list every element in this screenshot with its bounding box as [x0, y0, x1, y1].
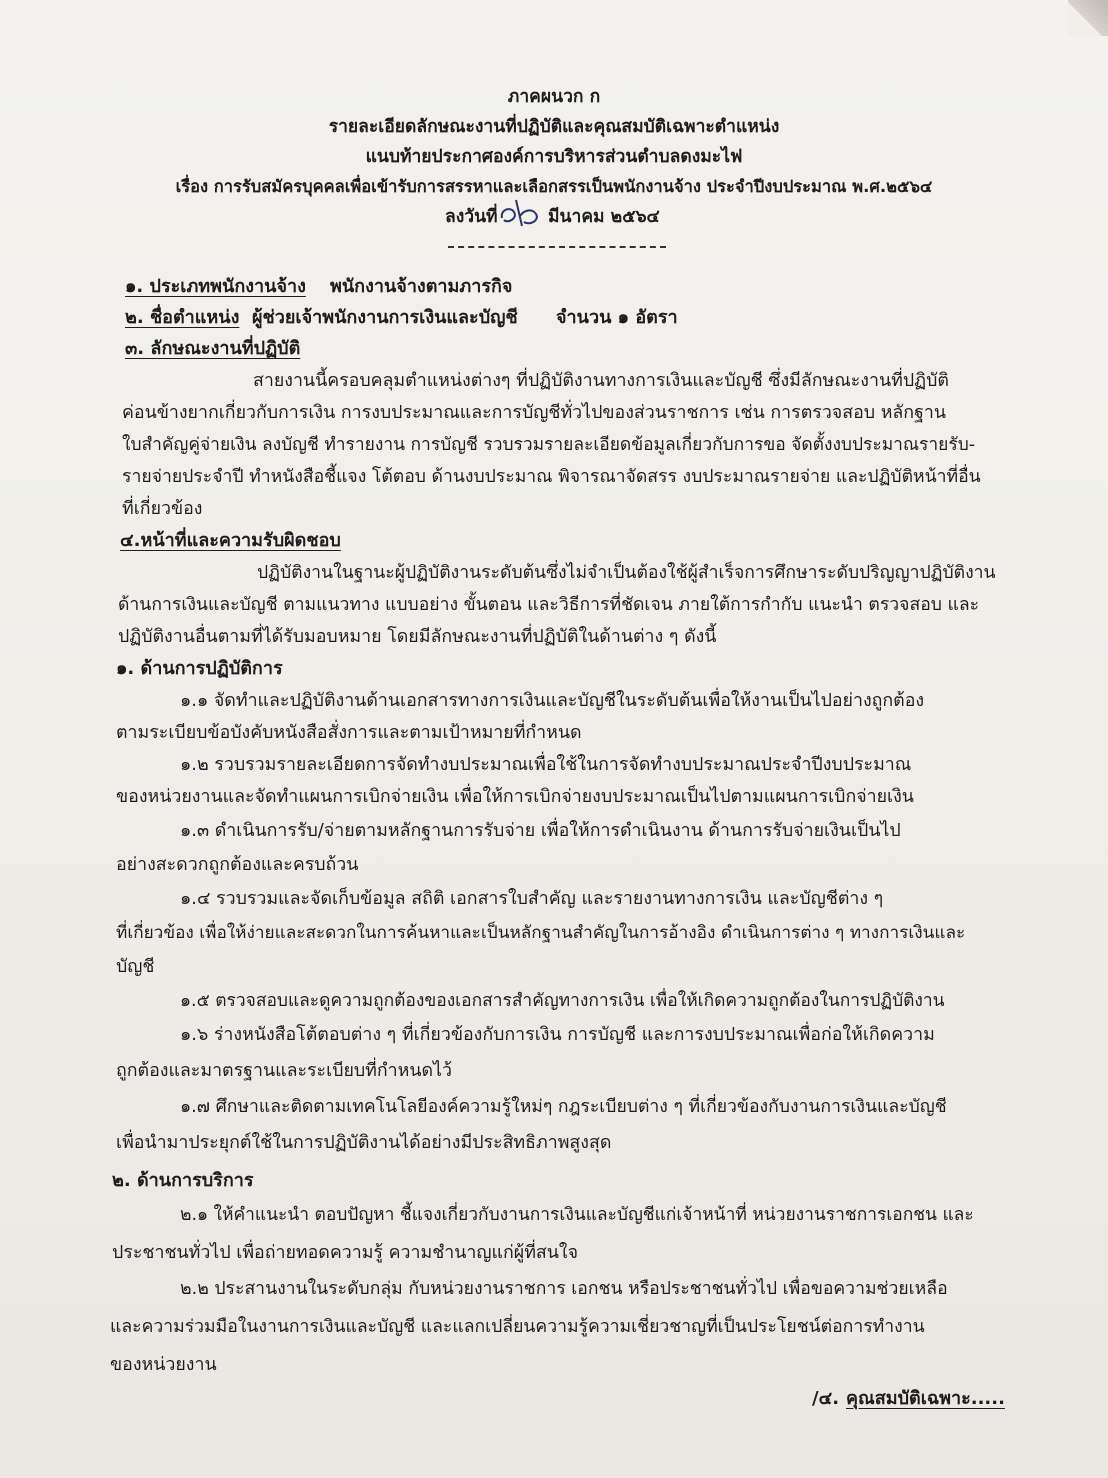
job-description-line: ที่เกี่ยวข้อง — [122, 498, 203, 519]
operations-heading: ๑. ด้านการปฏิบัติการ — [116, 658, 283, 679]
position-label: ๒. ชื่อตำแหน่ง — [125, 307, 240, 328]
position-value: ผู้ช่วยเจ้าพนักงานการเงินและบัญชี — [252, 307, 518, 328]
position-count: จำนวน ๑ อัตรา — [556, 307, 678, 328]
header-divider — [448, 246, 666, 248]
employee-type-value: พนักงานจ้างตามภารกิจ — [330, 276, 513, 297]
attached-to-line: แนบท้ายประกาศองค์การบริหารส่วนตำบลดงมะไฟ — [365, 147, 743, 167]
page-corner-fold — [1068, 0, 1108, 36]
service-heading: ๒. ด้านการบริการ — [112, 1170, 254, 1191]
service-item: ประชาชนทั่วไป เพื่อถ่ายทอดความรู้ ความชำนาญแก่ผู้ที่สนใจ — [112, 1242, 579, 1263]
job-description-heading: ๓. ลักษณะงานที่ปฏิบัติ — [125, 338, 301, 359]
job-description-line: รายจ่ายประจำปี ทำหนังสือชี้แจง โต้ตอบ ด้านงบประมาณ พิจารณาจัดสรร งบประมาณรายจ่าย และปฏิบัติหน้าที่อื่น — [122, 467, 981, 487]
operations-item: ๑.๖ ร่างหนังสือโต้ตอบต่าง ๆ ที่เกี่ยวข้องกับการเงิน การบัญชี และการงบประมาณเพื่อก่อให้เกิดความ — [180, 1024, 935, 1045]
operations-item: ๑.๗ ศึกษาและติดตามเทคโนโลยีองค์ความรู้ใหม่ๆ กฎระเบียบต่าง ๆ ที่เกี่ยวข้องกับงานการเงินและบัญชี — [180, 1097, 947, 1117]
operations-item: ๑.๒ รวบรวมรายละเอียดการจัดทำงบประมาณเพื่อใช้ในการจัดทำงบประมาณประจำปีงบประมาณ — [180, 754, 912, 775]
duties-intro-line: ปฏิบัติงานในฐานะผู้ปฏิบัติงานระดับต้นซึ่งไม่จำเป็นต้องใช้ผู้สำเร็จการศึกษาระดับปริญญาปฏิบัติงาน — [257, 563, 996, 583]
service-item: และความร่วมมือในงานการเงินและบัญชี และแลกเปลี่ยนความรู้ความเชี่ยวชาญที่เป็นประโยชน์ต่อการทำงาน — [110, 1317, 925, 1337]
operations-item: ถูกต้องและมาตรฐานและระเบียบที่กำหนดไว้ — [116, 1060, 453, 1081]
duties-intro-line: ด้านการเงินและบัญชี ตามแนวทาง แบบอย่าง ขั้นตอน และวิธีการที่ชัดเจน ภายใต้การกำกับ แนะนำ ตรวจสอบ และ — [118, 595, 980, 615]
handwritten-date — [496, 198, 546, 232]
next-page-prefix: /๔. — [812, 1388, 840, 1409]
annex-heading: ภาคผนวก ก — [507, 87, 601, 107]
subject-line: เรื่อง การรับสมัครบุคคลเพื่อเข้ารับการสรรหาและเลือกสรรเป็นพนักงานจ้าง ประจำปีงบประมาณ พ.ศ.๒๕๖๔ — [175, 177, 933, 196]
operations-item: ๑.๔ รวบรวมและจัดเก็บข้อมูล สถิติ เอกสารใบสำคัญ และรายงานทางการเงิน และบัญชีต่าง ๆ — [180, 888, 884, 909]
job-description-line: ค่อนข้างยากเกี่ยวกับการเงิน การงบประมาณและการบัญชีทั่วไปของส่วนราชการ เช่น การตรวจสอบ หลักฐาน — [122, 402, 947, 423]
date-month-year: มีนาคม ๒๕๖๔ — [548, 207, 660, 227]
operations-item: ๑.๑ จัดทำและปฏิบัติงานด้านเอกสารทางการเงินและบัญชีในระดับต้นเพื่อให้งานเป็นไปอย่างถูกต้อง — [180, 690, 925, 711]
duties-intro-line: ปฏิบัติงานอื่นตามที่ได้รับมอบหมาย โดยมีลักษณะงานที่ปฏิบัติในด้านต่าง ๆ ดังนี้ — [118, 626, 717, 647]
job-description-line: สายงานนี้ครอบคลุมตำแหน่งต่างๆ ที่ปฏิบัติงานทางการเงินและบัญชี ซึ่งมีลักษณะงานที่ปฏิบัติ — [253, 370, 949, 391]
operations-item: เพื่อนำมาประยุกต์ใช้ในการปฏิบัติงานได้อย่างมีประสิทธิภาพสูงสุด — [116, 1132, 612, 1153]
next-page-reference: คุณสมบัติเฉพาะ..... — [846, 1388, 1005, 1409]
service-item: ๒.๒ ประสานงานในระดับกลุ่ม กับหน่วยงานราชการ เอกชน หรือประชาชนทั่วไป เพื่อขอความช่วยเหลือ — [180, 1279, 948, 1299]
date-label: ลงวันที่ — [445, 207, 498, 227]
operations-item: อย่างสะดวกถูกต้องและครบถ้วน — [116, 854, 359, 875]
operations-item: ๑.๓ ดำเนินการรับ/จ่ายตามหลักฐานการรับจ่าย เพื่อให้การดำเนินงาน ด้านการรับจ่ายเงินเป็นไป — [180, 820, 901, 841]
operations-item: ๑.๕ ตรวจสอบและดูความถูกต้องของเอกสารสำคัญทางการเงิน เพื่อให้เกิดความถูกต้องในการปฏิบัติงาน — [180, 991, 945, 1011]
operations-item: ที่เกี่ยวข้อง เพื่อให้ง่ายและสะดวกในการค้นหาและเป็นหลักฐานสำคัญในการอ้างอิง ดำเนินการต่าง ๆ ทางการเงินและ — [116, 923, 966, 943]
job-description-line: ใบสำคัญคู่จ่ายเงิน ลงบัญชี ทำรายงาน การบัญชี รวบรวมรายละเอียดข้อมูลเกี่ยวกับการขอ จัดตั้งงบประมาณรายรับ- — [122, 435, 976, 455]
document-title: รายละเอียดลักษณะงานที่ปฏิบัติและคุณสมบัติเฉพาะตำแหน่ง — [328, 117, 780, 137]
operations-item: ของหน่วยงานและจัดทำแผนการเบิกจ่ายเงิน เพื่อให้การเบิกจ่ายงบประมาณเป็นไปตามแผนการเบิกจ่ายเงิน — [116, 786, 914, 807]
duties-heading: ๔.หน้าที่และความรับผิดชอบ — [120, 530, 341, 551]
service-item: ๒.๑ ให้คำแนะนำ ตอบปัญหา ชี้แจงเกี่ยวกับงานการเงินและบัญชีแก่เจ้าหน้าที่ หน่วยงานราชการเอกชน และ — [180, 1205, 974, 1225]
employee-type-label: ๑. ประเภทพนักงานจ้าง — [125, 276, 306, 297]
operations-item: ตามระเบียบข้อบังคับหนังสือสั่งการและตามเป้าหมายที่กำหนด — [116, 722, 582, 743]
operations-item: บัญชี — [116, 956, 155, 977]
service-item: ของหน่วยงาน — [110, 1354, 217, 1375]
